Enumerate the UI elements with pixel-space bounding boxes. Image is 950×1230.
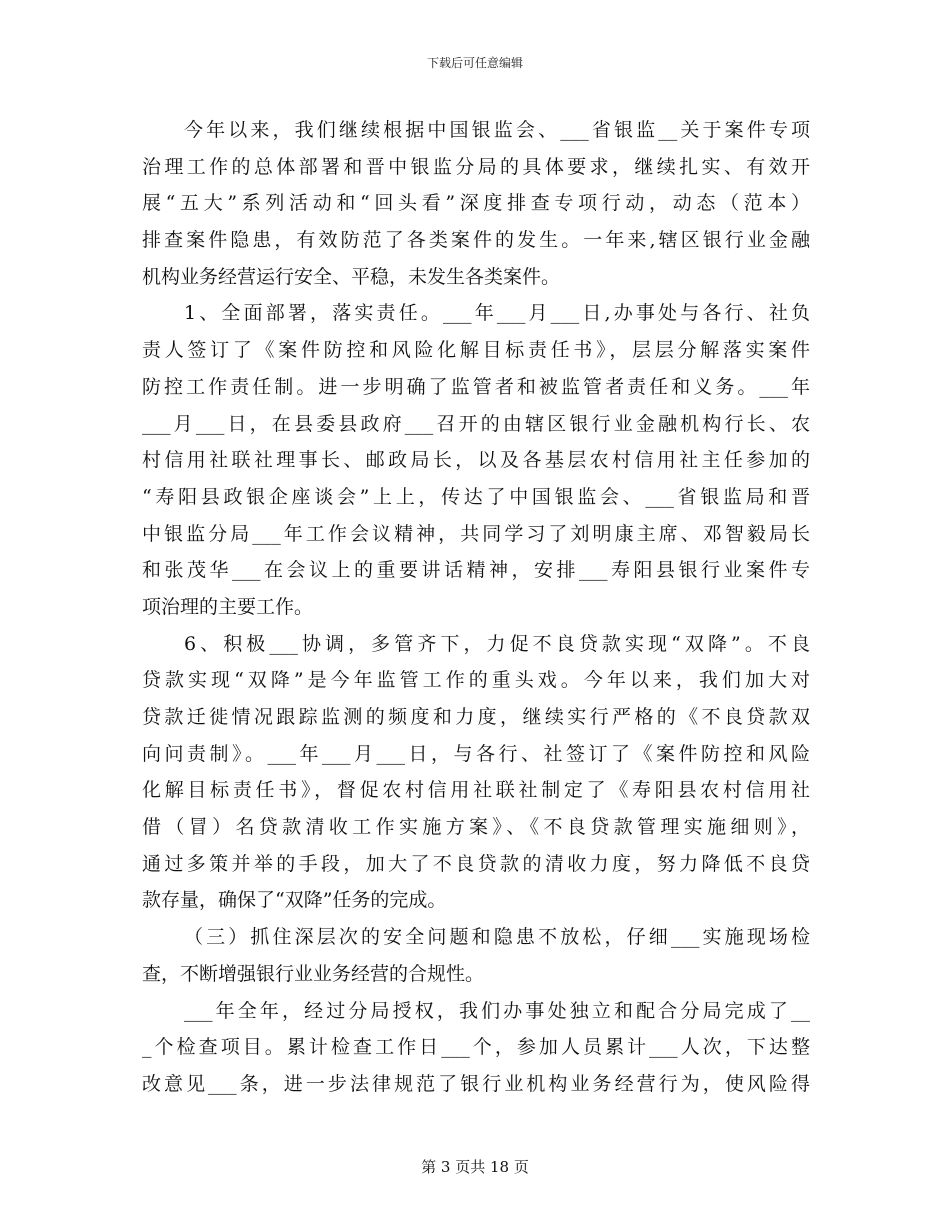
- text-line: 贷款迁徙情况跟踪监测的频度和力度，继续实行严格的《不良贷款双: [142, 706, 810, 728]
- text-line: 贷款实现“双降”是今年监管工作的重头戏。今年以来，我们加大对: [142, 669, 810, 692]
- text-line: 机构业务经营运行安全、平稳，未发生各类案件。: [142, 265, 561, 288]
- text-line: 化解目标责任书》，督促农村信用社联社制定了《寿阳县农村信用社: [142, 779, 810, 802]
- text-line: 责人签订了《案件防控和风险化解目标责任书》，层层分解落实案件: [142, 339, 810, 362]
- text-line: 和张茂华___在会议上的重要讲话精神，安排___寿阳县银行业案件专: [142, 559, 810, 582]
- text-line: 改意见___条，进一步法律规范了银行业机构业务经营行为，使风险得: [142, 1072, 810, 1095]
- text-line: 防控工作责任制。进一步明确了监管者和被监管者责任和义务。___年: [142, 375, 810, 398]
- text-line: 6、积极___协调，多管齐下，力促不良贷款实现“双降”。不良: [184, 632, 810, 655]
- text-line: 项治理的主要工作。: [142, 595, 314, 618]
- text-line: 向问责制》。___年___月___日，与各行、社签订了《案件防控和风险: [142, 742, 810, 765]
- text-line: 村信用社联社理事长、邮政局长，以及各基层农村信用社主任参加的: [142, 449, 810, 472]
- text-line: ___月___日，在县委县政府___召开的由辖区银行业金融机构行长、农: [142, 412, 810, 435]
- text-line: 款存量，确保了“双降”任务的完成。: [142, 889, 447, 912]
- text-line: ___年全年，经过分局授权，我们办事处独立和配合分局完成了__: [184, 999, 810, 1022]
- page-footer: 第 3 页共 18 页: [421, 1158, 529, 1176]
- text-line: 1、全面部署，落实责任。___年___月___日,办事处与各行、社负: [184, 302, 810, 325]
- text-line: 查，不断增强银行业业务经营的合规性。: [142, 962, 485, 985]
- text-line: 通过多策并举的手段，加大了不良贷款的清收力度，努力降低不良贷: [142, 852, 810, 875]
- page-header: 下载后可任意编辑: [426, 56, 523, 70]
- text-line: 排查案件隐患，有效防范了各类案件的发生。一年来,辖区银行业金融: [142, 229, 810, 252]
- document-body: [142, 112, 810, 1103]
- text-line: 展“五大”系列活动和“回头看”深度排查专项行动，动态（范本）: [142, 192, 810, 215]
- text-line: 中银监分局___年工作会议精神，共同学习了刘明康主席、邓智毅局长: [142, 522, 810, 545]
- text-line: “寿阳县政银企座谈会”上上，传达了中国银监会、___省银监局和晋: [142, 485, 810, 508]
- text-line: 借（冒）名贷款清收工作实施方案》、《不良贷款管理实施细则》，: [142, 816, 810, 839]
- text-line: 今年以来，我们继续根据中国银监会、___省银监__关于案件专项: [184, 119, 810, 141]
- text-line: _个检查项目。累计检查工作日___个，参加人员累计___人次，下达整: [142, 1036, 810, 1059]
- text-line: 治理工作的总体部署和晋中银监分局的具体要求，继续扎实、有效开: [142, 155, 810, 178]
- text-line: （三）抓住深层次的安全问题和隐患不放松，仔细___实施现场检: [184, 926, 810, 949]
